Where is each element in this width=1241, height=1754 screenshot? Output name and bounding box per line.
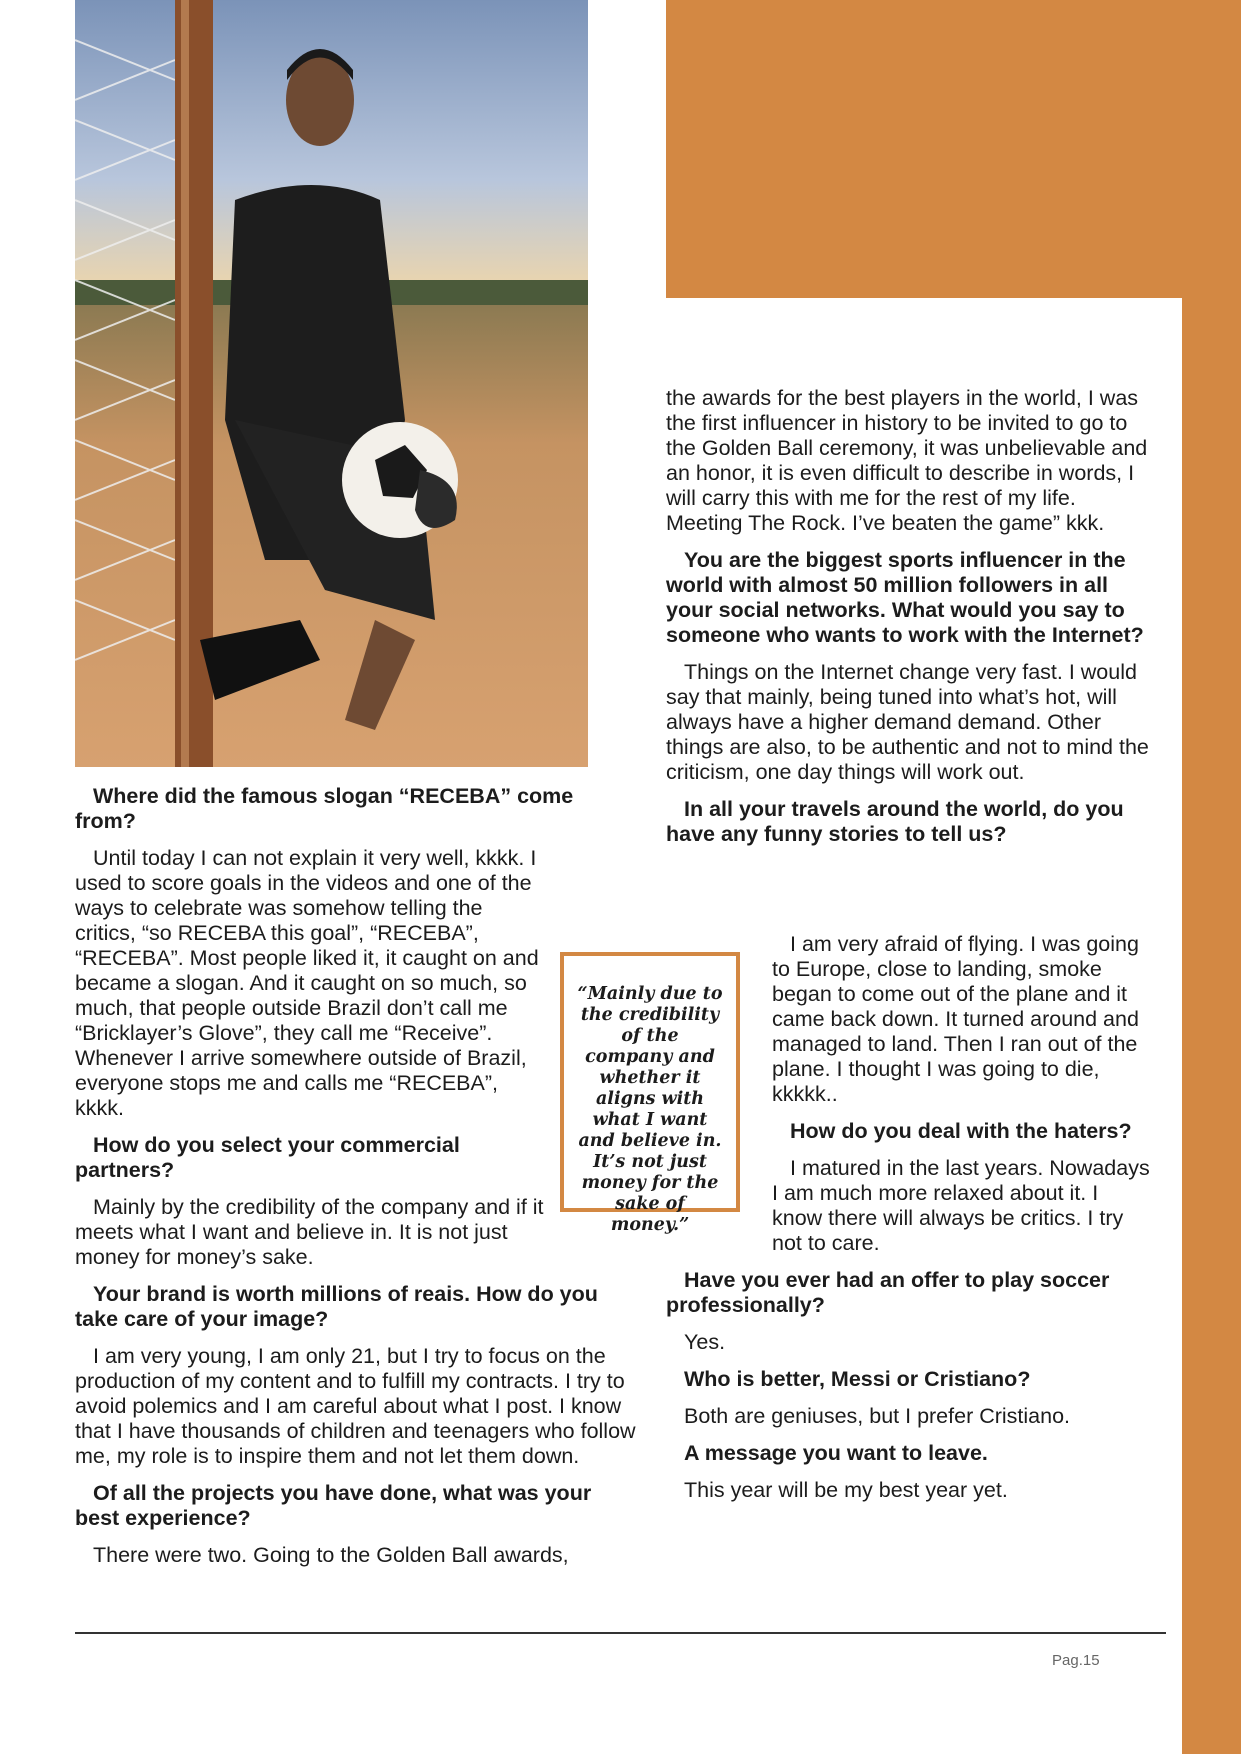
interview-answer: This year will be my best year yet. [684,1478,1008,1502]
page-number: Pag.15 [1052,1652,1100,1669]
orange-side-bar [1182,298,1241,1754]
orange-accent-block [666,0,1241,298]
interview-question: How do you deal with the haters? [790,1119,1132,1143]
interview-answer: I matured in the last years. Nowadays I am much more relaxed about it. I know there will always be critics. I try not to care. [772,1156,1150,1255]
right-inset-column [772,932,1152,1268]
interview-answer: Mainly by the credibility of the company and if it meets what I want and believe in. It is not just money for money’s sake. [75,1195,544,1269]
left-article-column [75,784,640,1580]
interview-answer: Both are geniuses, but I prefer Cristiano. [684,1404,1071,1428]
interview-question: How do you select your commercial partners? [75,1133,460,1182]
pull-quote [560,952,740,1235]
interview-answer-continuation: the awards for the best players in the world, I was the first influencer in history to be invited to go to the Golden Ball ceremony, it was unbelievable and an honor, it is even difficult to describe in words, I will carry this with me for the rest of my life. Meeting The Rock. I’ve beaten the game” kkk. [666,386,1148,535]
right-article-column [666,386,1151,859]
soccer-player-photo [75,0,588,767]
interview-answer: Yes. [684,1330,726,1354]
footer-divider [75,1632,1166,1634]
interview-question: In all your travels around the world, do you have any funny stories to tell us? [666,797,1124,846]
interview-answer: I am very young, I am only 21, but I try to focus on the production of my content and to fulfill my contracts. I try to avoid polemics and I am careful about what I post. I know that I have thousands of children and teenagers who follow me, my role is to inspire them and not let them down. [75,1344,636,1468]
interview-question: Have you ever had an offer to play soccer professionally? [666,1268,1110,1317]
interview-question: You are the biggest sports influencer in the world with almost 50 million followers in all your social networks. What would you say to someone who wants to work with the Internet? [666,548,1144,647]
interview-answer: Until today I can not explain it very well, kkkk. I used to score goals in the videos and one of the ways to celebrate was somehow telling the critics, “so RECEBA this goal”, “RECEBA”, “RECEBA”. Most people liked it, it caught on and became a slogan. And it caught on so much, so much, that people outside Brazil don’t call me “Bricklayer’s Glove”, they call me “Receive”. Whenever I arrive somewhere outside of Brazil, everyone stops me and calls me “RECEBA”, kkkk. [75,846,539,1120]
right-article-column-lower [666,1268,1151,1515]
interview-answer: There were two. Going to the Golden Ball awards, [93,1543,569,1567]
interview-question: Where did the famous slogan “RECEBA” come from? [75,784,574,833]
interview-answer: Things on the Internet change very fast. I would say that mainly, being tuned into what’s hot, will always have a higher demand demand. Other things are also, to be authentic and not to mind the criticism, one day things will work out. [666,660,1149,784]
interview-question: Of all the projects you have done, what was your best experience? [75,1481,592,1530]
interview-answer: I am very afraid of flying. I was going to Europe, close to landing, smoke began to come out of the plane and it came back down. It turned around and managed to land. Then I ran out of the plane. I thought I was going to die, kkkkk.. [772,932,1139,1106]
interview-question: Who is better, Messi or Cristiano? [684,1367,1031,1391]
interview-question: Your brand is worth millions of reais. How do you take care of your image? [75,1282,598,1331]
pull-quote-text: “Mainly due to the credibility of the company and whether it aligns with what I want and believe in. It’s not just money for the sake of money.” [577,984,723,1235]
interview-question: A message you want to leave. [684,1441,988,1465]
